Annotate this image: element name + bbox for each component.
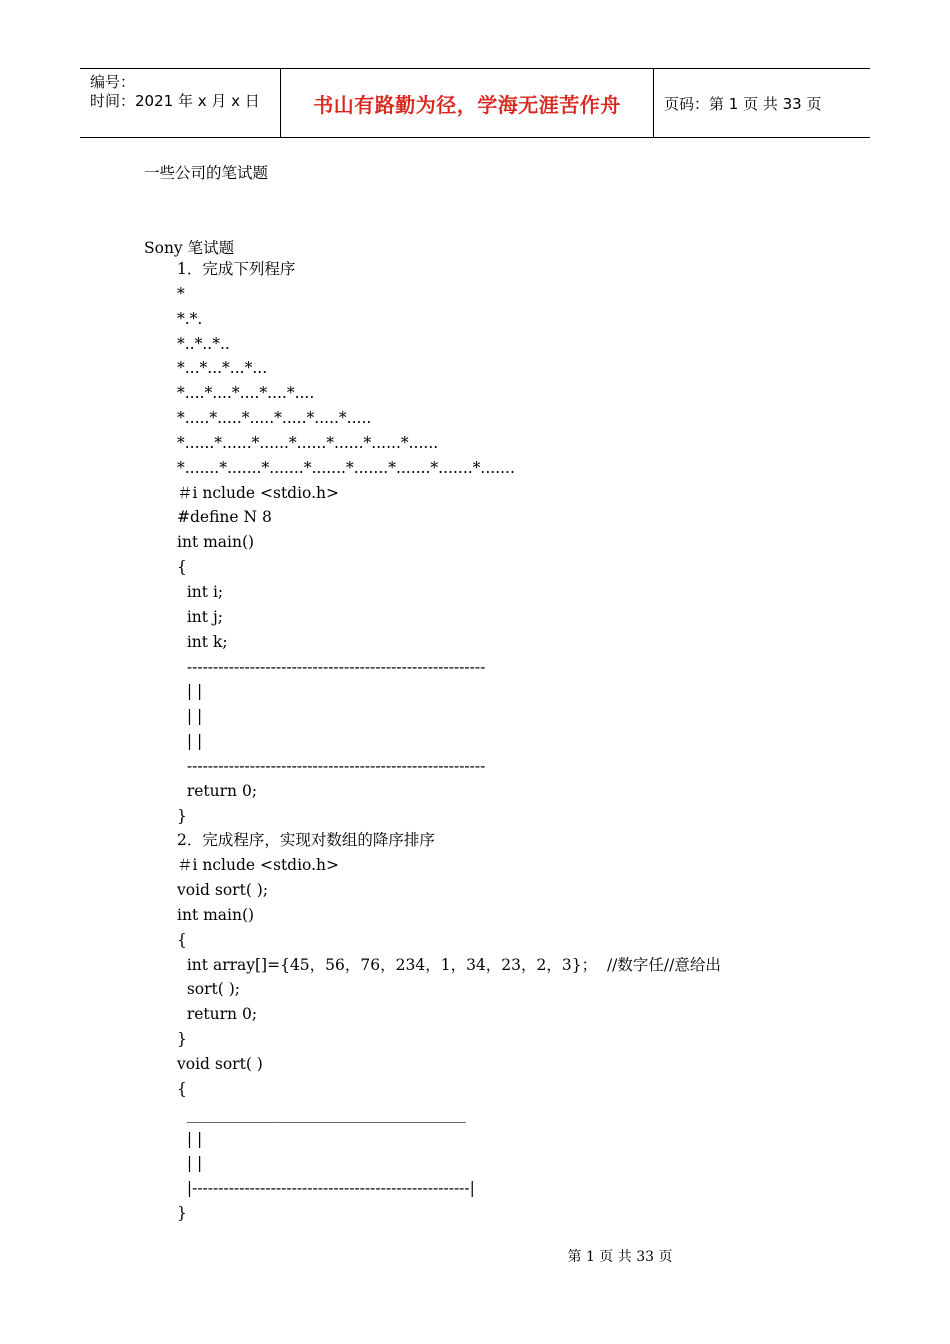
- text-line: int array[]={45，56，76，234，1，34，23，2，3}； //数字任//意给出: [177, 955, 721, 974]
- text-line: sort( );: [177, 980, 241, 999]
- page-footer: 第 1 页 共 33 页: [567, 1249, 673, 1265]
- text-line: void sort( );: [177, 881, 269, 900]
- text-line: *..*..*..: [177, 334, 230, 353]
- body-lines: [177, 257, 721, 1226]
- text-line: *...*...*...*...: [177, 359, 268, 378]
- motto-text: 书山有路勤为径，学海无涯苦作舟: [313, 92, 621, 117]
- text-line: *......*......*......*......*......*......*......: [177, 433, 439, 452]
- text-line: int k;: [177, 632, 228, 651]
- time-label: 时间：2021 年 x 月 x 日: [90, 92, 260, 110]
- text-line: | |: [177, 1154, 203, 1173]
- header-meta: [80, 69, 281, 137]
- text-line: ＃i nclude <stdio.h>: [177, 856, 340, 875]
- text-line: 2．完成程序，实现对数组的降序排序: [177, 831, 435, 850]
- text-line: *....*....*....*....*....: [177, 384, 315, 403]
- text-line: void sort( ): [177, 1055, 263, 1073]
- text-line: |-----------------------------------------------------|: [177, 1179, 475, 1198]
- number-label: 编号：: [90, 73, 136, 91]
- text-line: | |: [177, 732, 203, 751]
- text-line: return 0;: [177, 781, 258, 800]
- section-title: Sony 笔试题: [144, 239, 235, 257]
- text-line: ____________________________________: [177, 1104, 466, 1123]
- header-page-info: 页码：第 1 页 共 33 页: [664, 94, 822, 113]
- text-line: | |: [177, 682, 203, 701]
- text-line: }: [177, 1030, 187, 1049]
- text-line: *: [177, 284, 185, 303]
- text-line: | |: [177, 707, 203, 726]
- document-title: 一些公司的笔试题: [144, 164, 269, 182]
- page-header: [80, 68, 870, 138]
- text-line: {: [177, 558, 187, 577]
- text-line: ＃i nclude <stdio.h>: [177, 483, 340, 502]
- text-line: 1．完成下列程序: [177, 260, 296, 278]
- text-line: }: [177, 1204, 187, 1223]
- text-line: int j;: [177, 607, 223, 626]
- header-motto: [281, 69, 654, 137]
- text-line: *.....*.....*.....*.....*.....*.....: [177, 409, 372, 428]
- text-line: int main(): [177, 905, 255, 924]
- text-line: {: [177, 1079, 187, 1098]
- text-line: | |: [177, 1129, 203, 1148]
- text-line: return 0;: [177, 1005, 258, 1024]
- text-line: *.*.: [177, 309, 203, 328]
- text-line: ---------------------------------------------------------: [177, 657, 486, 676]
- text-line: int i;: [177, 582, 224, 601]
- text-line: #define N 8: [177, 508, 272, 527]
- text-line: ---------------------------------------------------------: [177, 756, 486, 775]
- text-line: *.......*.......*.......*.......*.......*.......*.......*.......: [177, 458, 515, 477]
- text-line: int main(): [177, 533, 255, 552]
- text-line: {: [177, 930, 187, 949]
- text-line: }: [177, 806, 187, 825]
